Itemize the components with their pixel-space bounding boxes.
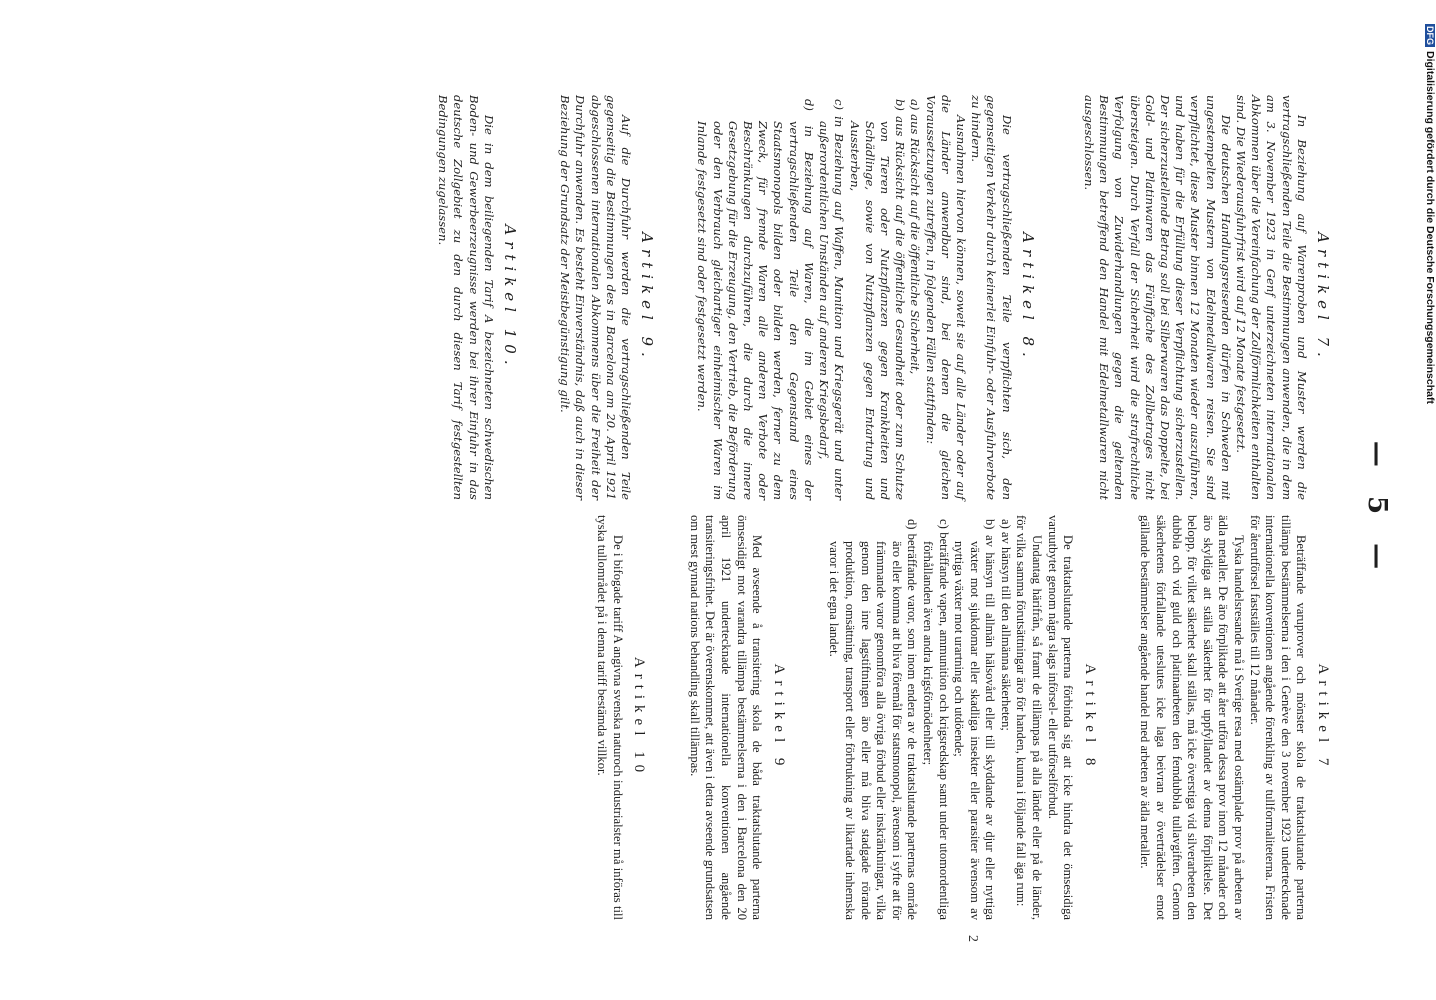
dfg-logo: DFG [1425, 26, 1435, 45]
german-article-7-paragraph-1: In Beziehung auf Warenproben und Muster werden die vertragschließenden Teile die Bestimmungen anwenden, die in dem am 3. November 1923 in Genf unterzeichneten internationalen Abkommen über die Vereinfachung der Zollförmlichkeiten enthalten sind. Die Wiederausfuhrfrist wird auf 12 Monate festgesetzt. [1233, 95, 1309, 500]
swedish-article-10-paragraph-1: De i bifogade tariff A angivna svenska naturoch industrialster må införas till tyska tullområdet på i denna tariff bestämda villkor. [595, 515, 625, 920]
swedish-article-7-paragraph-1: Beträffande varuprover och mönster skola de traktatslutande parterna tillämpa bestämmelserna i den i Genève den 3 november 1923 undertecknade internationella konventionen angående förenkling av tullformaliteterna. Fristen för återutförsel fastställes till 12 månader. [1247, 515, 1309, 920]
german-article-10-paragraph-1: Die in dem beiliegenden Tarif A bezeichneten schwedischen Boden- und Gewerbeerzeugnisse werden bei ihrer Einfuhr in das deutsche Zollgebiet zu den durch diesen Tarif festgestellten Bedingungen zugelassen. [436, 95, 496, 500]
digitization-strip [1412, 8, 1434, 992]
german-column [435, 95, 1338, 500]
swedish-article-10-title: Artikel 10 [631, 656, 648, 779]
german-article-8-paragraph-1: Die vertragschließenden Teile verpflichten sich, den gegenseitigen Verkehr durch keinerlei Einfuhr- oder Ausfuhrverbote zu hindern. [969, 95, 1014, 500]
swedish-article-8-item-b: b) av hänsyn till allmän hälsovård eller till skyddande av djur eller nyttiga växter mot sjukdomar eller skadliga insekter eller parasiter ävensom av nyttiga växter mot urartning och utdöende; [952, 519, 998, 920]
swedish-article-8-item-d: d) beträffande varor, som inom endera av de traktatslutande parternas område äro eller komma att bliva föremål för statsmonopol, ävensom i syfte att för främmande varor genomföra alla övriga förbud eller inskränkningar, vilka genom den inre lagstiftningen äro eller må bliva stadgade rörande produktion, omsättning, transport eller förbrukning av likartade inhemska varor i det egna landet. [827, 519, 920, 920]
german-article-8-item-d: d) in Beziehung auf Waren, die im Gebiet eines der vertragschließenden Teile den Gegenstand eines Staatsmonopols bilden oder bilden werden, ferner zu dem Zweck, für fremde Waren alle anderen Verbote oder Beschränkungen durchzuführen, die durch die innere Gesetzgebung für die Erzeugung, den Vertrieb, die Beförderung oder den Verbrauch gleichartiger einheimischer Waren im Inlande festgesetzt sind oder festgesetzt werden. [695, 99, 816, 500]
german-article-10-title: Artikel 10. [501, 224, 520, 371]
margin-mark: 2 [965, 935, 980, 942]
german-article-8-item-a: a) aus Rücksicht auf die öffentliche Sicherheit, [908, 99, 923, 375]
german-article-8-item-c: c) in Beziehung auf Waffen, Munition und Kriegsgerät und unter außerordentlichen Umständen auf anderen Kriegsbedarf, [817, 99, 847, 500]
german-article-9 [557, 95, 657, 500]
german-article-8 [694, 95, 1037, 500]
swedish-article-7-title: Artikel 7 [1315, 663, 1331, 772]
swedish-article-8-title: Artikel 8 [1081, 663, 1098, 772]
german-article-8-item-b: b) aus Rücksicht auf die öffentliche Gesundheit oder zum Schutze von Tieren oder Nutzpflanzen gegen Krankheiten und Schädlinge, sowie von Nutzpflanzen gegen Entartung und Aussterben, [847, 99, 908, 500]
german-article-8-paragraph-2: Ausnahmen hiervon können, soweit sie auf alle Länder oder auf die Länder anwendbar sind, bei denen die gleichen Voraussetzungen zutreffen, in folgenden Fällen stattfinden: [923, 95, 968, 500]
swedish-article-9-paragraph-1: Med avseende å transitering skola de båda traktatslutande parterna ömsesidigt mot varandra tillämpa bestämmelserna i den i Barcelona den 20 april 1921 undertecknade internationella konventionen angående transiteringsfrihet. Det är överenskommet, att även i detta avseende grundsatsen om mest gynnad nations behandling skall tillämpas. [687, 515, 765, 920]
swedish-article-7 [1137, 515, 1330, 920]
page-number: — 5 — [1362, 440, 1392, 580]
german-article-7 [1081, 95, 1330, 500]
swedish-article-9 [686, 515, 786, 920]
swedish-article-8 [826, 515, 1097, 920]
german-article-10 [435, 95, 520, 500]
digitization-note-text: Digitalisierung gefördert durch die Deutsche Forschungsgemeinschaft [1424, 51, 1436, 404]
german-article-7-title: Artikel 7. [1314, 232, 1332, 363]
german-article-8-title: Artikel 8. [1018, 232, 1037, 363]
swedish-article-8-paragraph-2: Undantag härifrån, så framt de tillämpas på alla länder eller på de länder, för vilka samma förutsättningar äro för handen, kunna i följande fall äga rum: [1014, 515, 1045, 920]
swedish-article-8-item-c: c) beträffande vapen, ammunition och krigsredskap samt under utomordentliga förhållanden även andra krigsförnödenheter; [920, 519, 951, 920]
swedish-article-8-paragraph-1: De traktatslutande parterna förbinda sig att icke hindra det ömsesidiga varuutbytet genom några slags införsel- eller utförselförbud. [1045, 515, 1076, 920]
german-article-7-paragraph-2: Die deutschen Handlungsreisenden dürfen in Schweden mit ungestempelten Mustern von Edelmetallwaren reisen. Sie sind verpflichtet, diese Muster binnen 12 Monaten wieder auszuführen, und haben für die Erfüllung dieser Verpflichtung sicherzustellen. Der sicherzustellende Betrag soll bei Silberwaren das Doppelte, bei Gold- und Platinwaren das Fünffache des Zollbetrages nicht übersteigen. Durch Verfall der Sicherheit wird die strafrechtliche Verfolgung von Zuwiderhandlungen gegen die geltenden Bestimmungen betreffend den Handel mit Edelmetallwaren nicht ausgeschlossen. [1081, 95, 1233, 500]
swedish-article-9-title: Artikel 9 [770, 663, 787, 772]
swedish-article-8-item-a: a) av hänsyn till den allmänna säkerheten; [998, 519, 1013, 731]
swedish-column [593, 515, 1338, 920]
swedish-article-10 [593, 515, 646, 920]
german-article-9-paragraph-1: Auf die Durchfuhr werden die vertragschließenden Teile gegenseitig die Bestimmungen des in Barcelona am 20. April 1921 abgeschlossenen internationalen Abkommens über die Freiheit der Durchfuhr anwenden. Es besteht Einverständnis, daß auch in dieser Beziehung der Grundsatz der Meistbegünstigung gilt. [558, 95, 634, 500]
swedish-article-7-paragraph-2: Tyska handelsresande må i Sverige resa med ostämplade prov på arbeten av ädla metaller. De äro förpliktade att åter utföra dessa prov inom 12 månader och äro skyldiga att ställa säkerhet för uppfyllandet av denna förpliktelse. Det belopp, för vilket säkerhet skall ställas, må icke överstiga vid silverarbeten den dubbla och vid guld och platinaarbeten den femdubbla tullavgiften. Genom säkerhetens förfallande uteslutes icke laga beivran av överträdelser emot gällande bestämmelser angående handel med arbeten av ädla metaller. [1138, 515, 1247, 920]
digitization-note [1424, 24, 1436, 724]
german-article-9-title: Artikel 9. [638, 232, 657, 363]
